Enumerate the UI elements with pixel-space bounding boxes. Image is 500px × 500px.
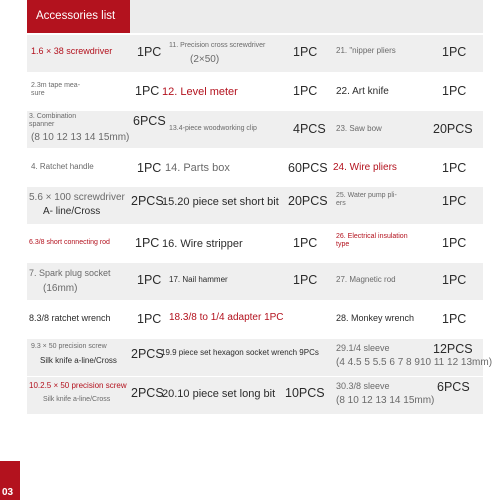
item-name: 9.3 × 50 precision screw bbox=[31, 343, 107, 350]
item-name: 25. Water pump pli- bbox=[336, 192, 397, 199]
item-name-detail: (2×50) bbox=[190, 54, 220, 65]
item-name: 1.6 × 38 screwdriver bbox=[31, 46, 113, 56]
item-name: 24. Wire pliers bbox=[333, 162, 397, 173]
accessories-table bbox=[27, 35, 493, 415]
item-name: 29.1/4 sleeve bbox=[336, 343, 390, 353]
item-name: 5.6 × 100 screwdriver bbox=[29, 192, 125, 203]
item-qty: 1PC bbox=[442, 161, 467, 175]
item-name: 16. Wire stripper bbox=[162, 238, 243, 250]
item-name-detail: (16mm) bbox=[43, 283, 78, 294]
item-qty: 10PCS bbox=[285, 386, 325, 400]
item-qty: 1PC bbox=[442, 236, 467, 250]
item-qty: 1PC bbox=[442, 312, 467, 326]
table-row bbox=[27, 301, 483, 338]
item-name-detail: Silk knife a-line/Cross bbox=[43, 396, 111, 403]
item-name-detail: (8 10 12 13 14 15mm) bbox=[336, 395, 435, 406]
item-name-detail: sure bbox=[31, 90, 45, 97]
item-qty: 6PCS bbox=[437, 380, 470, 394]
item-name: 11. Precision cross screwdriver bbox=[169, 42, 266, 49]
item-name: 6.3/8 short connecting rod bbox=[29, 239, 110, 246]
item-name: 20.10 piece set long bit bbox=[162, 388, 276, 400]
item-name: 14. Parts box bbox=[165, 162, 230, 174]
item-qty: 1PC bbox=[442, 273, 467, 287]
item-qty: 12PCS bbox=[433, 342, 473, 356]
item-name: 30.3/8 sleeve bbox=[336, 381, 390, 391]
header-bar bbox=[130, 0, 483, 33]
item-qty: 1PC bbox=[137, 45, 162, 59]
item-name: 26. Electrical insulation bbox=[336, 233, 408, 240]
item-qty: 2PCS bbox=[131, 194, 164, 208]
item-name: 8.3/8 ratchet wrench bbox=[29, 313, 111, 323]
item-qty: 60PCS bbox=[288, 161, 328, 175]
table-row bbox=[27, 35, 483, 72]
item-name: 19.9 piece set hexagon socket wrench 9PCs bbox=[161, 348, 319, 357]
item-name-detail: type bbox=[336, 241, 350, 248]
item-qty: 1PC bbox=[293, 273, 318, 287]
section-title: Accessories list bbox=[27, 0, 130, 33]
item-name: 17. Nail hammer bbox=[169, 275, 228, 284]
item-name: 3. Combination bbox=[29, 113, 77, 120]
table-row bbox=[27, 339, 493, 376]
table-row bbox=[27, 263, 483, 300]
table-row bbox=[27, 111, 483, 148]
item-qty: 20PCS bbox=[433, 122, 473, 136]
item-name-detail: (8 10 12 13 14 15mm) bbox=[31, 132, 130, 143]
page-number-tab bbox=[0, 461, 20, 500]
item-name: 4. Ratchet handle bbox=[31, 162, 94, 171]
table-row bbox=[27, 225, 483, 262]
table-row bbox=[27, 377, 483, 414]
table-row bbox=[27, 73, 483, 110]
item-name: 13.4-piece woodworking clip bbox=[169, 125, 257, 132]
table-row bbox=[27, 187, 483, 224]
item-name: 28. Monkey wrench bbox=[336, 313, 415, 323]
item-qty: 2PCS bbox=[131, 347, 164, 361]
item-name-detail: A- line/Cross bbox=[43, 206, 101, 217]
item-name-detail: spanner bbox=[29, 121, 55, 128]
item-name: 27. Magnetic rod bbox=[336, 275, 396, 284]
item-qty: 1PC bbox=[293, 45, 318, 59]
item-name: 18.3/8 to 1/4 adapter 1PC bbox=[169, 312, 284, 323]
item-name-detail: Silk knife a-line/Cross bbox=[40, 356, 117, 365]
table-row bbox=[27, 149, 483, 186]
item-name: 23. Saw bow bbox=[336, 124, 382, 133]
item-qty: 1PC bbox=[442, 45, 467, 59]
item-qty: 1PC bbox=[135, 236, 160, 250]
page-number: 03 bbox=[2, 487, 14, 498]
item-name: 21. "nipper pliers bbox=[336, 46, 396, 55]
item-qty: 6PCS bbox=[133, 114, 166, 128]
item-name-detail: (4 4.5 5 5.5 6 7 8 910 11 12 13mm) bbox=[336, 357, 493, 368]
item-name: 2.3m tape mea- bbox=[31, 82, 81, 89]
item-name: 22. Art knife bbox=[336, 86, 389, 97]
item-name: 12. Level meter bbox=[162, 86, 238, 98]
item-name: 15.20 piece set short bit bbox=[162, 196, 279, 208]
item-name: 10.2.5 × 50 precision screw bbox=[29, 381, 127, 390]
item-name-detail: ers bbox=[336, 200, 346, 207]
item-qty: 1PC bbox=[293, 84, 318, 98]
item-qty: 1PC bbox=[137, 312, 162, 326]
item-qty: 1PC bbox=[442, 84, 467, 98]
item-qty: 20PCS bbox=[288, 194, 328, 208]
item-qty: 1PC bbox=[135, 84, 160, 98]
item-qty: 4PCS bbox=[293, 122, 326, 136]
item-qty: 1PC bbox=[293, 236, 318, 250]
item-qty: 1PC bbox=[137, 273, 162, 287]
item-qty: 1PC bbox=[442, 194, 467, 208]
item-qty: 2PCS bbox=[131, 386, 164, 400]
item-qty: 1PC bbox=[137, 161, 162, 175]
item-name: 7. Spark plug socket bbox=[29, 268, 111, 278]
